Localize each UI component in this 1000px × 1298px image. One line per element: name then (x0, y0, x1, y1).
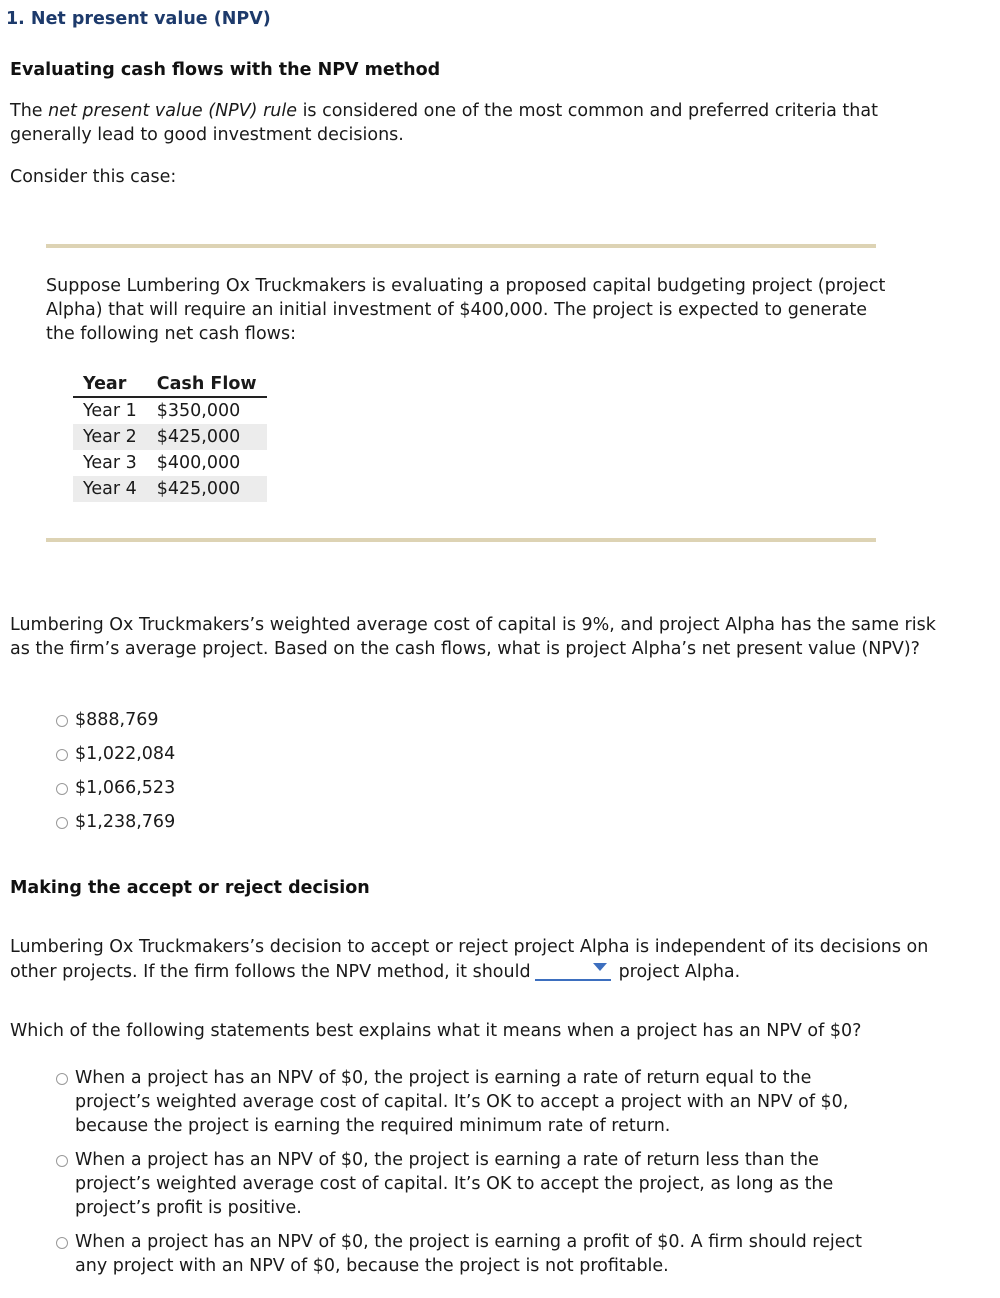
npv-zero-question: Which of the following statements best explains what it means when a project has an NPV of $0? (10, 1021, 862, 1041)
page-title: 1. Net present value (NPV) (6, 9, 271, 29)
npv-option[interactable] (56, 810, 175, 834)
npv-zero-option[interactable] (56, 1230, 896, 1278)
radio-button[interactable] (56, 715, 68, 727)
npv-option[interactable] (56, 776, 175, 800)
cell-year: Year 3 (83, 453, 137, 473)
accept-reject-dropdown[interactable] (535, 959, 611, 981)
radio-button[interactable] (56, 749, 68, 761)
npv-zero-option-label: When a project has an NPV of $0, the project is earning a rate of return equal to the project’s weighted average cost of capital. It’s OK to accept a project with an NPV of $0, because the project is earning the required minimum rate of return. (75, 1068, 849, 1136)
intro-paragraph: The net present value (NPV) rule is considered one of the most common and preferred criteria that generally lead to good investment decisions. (10, 101, 878, 145)
npv-zero-option-label: When a project has an NPV of $0, the project is earning a profit of $0. A firm should reject any project with an NPV of $0, because the project is not profitable. (75, 1232, 862, 1276)
radio-button[interactable] (56, 1155, 68, 1167)
npv-zero-option[interactable] (56, 1066, 896, 1138)
npv-zero-option-label: When a project has an NPV of $0, the project is earning a rate of return less than the project’s weighted average cost of capital. It’s OK to accept the project, as long as the project’s profit is positive. (75, 1150, 834, 1218)
radio-button[interactable] (56, 783, 68, 795)
cell-year: Year 1 (83, 401, 137, 421)
table-row (73, 450, 267, 476)
cell-cash-flow: $425,000 (147, 476, 268, 502)
col-header-year: Year (73, 372, 147, 397)
npv-question: Lumbering Ox Truckmakers’s weighted average cost of capital is 9%, and project Alpha has the same risk as the firm’s average project. Based on the cash flows, what is project Alpha’s net present value (NPV)? (10, 615, 936, 659)
section-heading-evaluating: Evaluating cash flows with the NPV method (10, 60, 441, 80)
case-description: Suppose Lumbering Ox Truckmakers is evaluating a proposed capital budgeting project (project Alpha) that will require an initial investment of $400,000. The project is expected to generate the following net cash flows: (46, 276, 886, 344)
npv-option[interactable] (56, 742, 175, 766)
npv-option-label: $1,022,084 (75, 744, 176, 764)
npv-option[interactable] (56, 708, 159, 732)
npv-option-label: $1,238,769 (75, 812, 176, 832)
cell-cash-flow: $350,000 (156, 401, 241, 421)
radio-button[interactable] (56, 1073, 68, 1085)
npv-option-label: $888,769 (75, 710, 159, 730)
consider-text: Consider this case: (10, 167, 177, 187)
case-top-divider (46, 244, 876, 248)
caret-down-icon[interactable] (593, 963, 607, 971)
table-header-row (73, 372, 267, 397)
radio-button[interactable] (56, 817, 68, 829)
decision-paragraph: Lumbering Ox Truckmakers’s decision to accept or reject project Alpha is independent of its decisions on other projects. If the firm follows the NPV method, it should project Alpha. (10, 937, 929, 982)
table-row (73, 397, 267, 424)
npv-rule-term: net present value (NPV) rule (48, 101, 297, 121)
cell-cash-flow: $400,000 (156, 453, 241, 473)
col-header-cash-flow: Cash Flow (147, 372, 268, 397)
cash-flow-table (73, 372, 267, 502)
cell-year: Year 2 (73, 424, 147, 450)
npv-zero-option[interactable] (56, 1148, 896, 1220)
cell-cash-flow: $425,000 (147, 424, 268, 450)
npv-option-label: $1,066,523 (75, 778, 176, 798)
table-row (73, 424, 267, 450)
table-row (73, 476, 267, 502)
radio-button[interactable] (56, 1237, 68, 1249)
section-heading-decision: Making the accept or reject decision (10, 878, 370, 898)
cell-year: Year 4 (73, 476, 147, 502)
case-bottom-divider (46, 538, 876, 542)
